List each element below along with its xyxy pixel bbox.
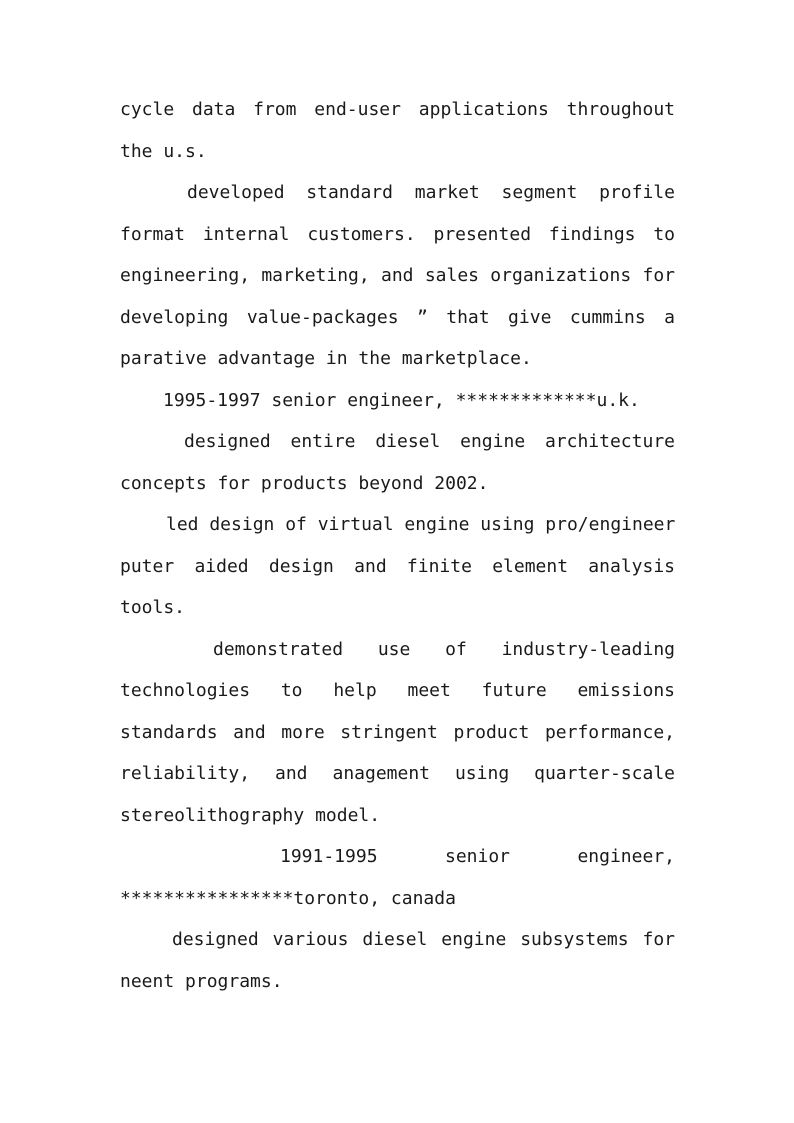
text-line: format internal customers. presented findings to bbox=[120, 224, 675, 245]
text-line: stereolithography model. bbox=[120, 805, 381, 826]
text-line: parative advantage in the marketplace. bbox=[120, 348, 532, 369]
text-line: puter aided design and finite element analysis bbox=[120, 556, 675, 577]
text-line: designed various diesel engine subsystems for bbox=[172, 929, 675, 950]
text-line: designed entire diesel engine architecture bbox=[184, 431, 675, 452]
job-heading: 1995-1997 senior engineer, *************u.k. bbox=[163, 390, 640, 411]
text-line: developed standard market segment profile bbox=[187, 182, 675, 203]
job-heading: 1991-1995 senior engineer, bbox=[280, 846, 675, 867]
text-line: the u.s. bbox=[120, 141, 207, 162]
text-line: neent programs. bbox=[120, 971, 283, 992]
text-line: developing value-packages ” that give cummins a bbox=[120, 307, 675, 328]
text-line: tools. bbox=[120, 597, 186, 618]
text-line: ****************toronto, canada bbox=[120, 888, 456, 909]
text-line: technologies to help meet future emissions bbox=[120, 680, 675, 701]
text-line: cycle data from end-user applications throughout bbox=[120, 99, 675, 120]
text-line: concepts for products beyond 2002. bbox=[120, 473, 489, 494]
text-line: engineering, marketing, and sales organizations for bbox=[120, 265, 675, 286]
text-line: led design of virtual engine using pro/engineer bbox=[166, 514, 676, 535]
text-line: demonstrated use of industry-leading bbox=[213, 639, 675, 660]
text-line: reliability, and anagement using quarter-scale bbox=[120, 763, 675, 784]
text-line: standards and more stringent product performance, bbox=[120, 722, 675, 743]
